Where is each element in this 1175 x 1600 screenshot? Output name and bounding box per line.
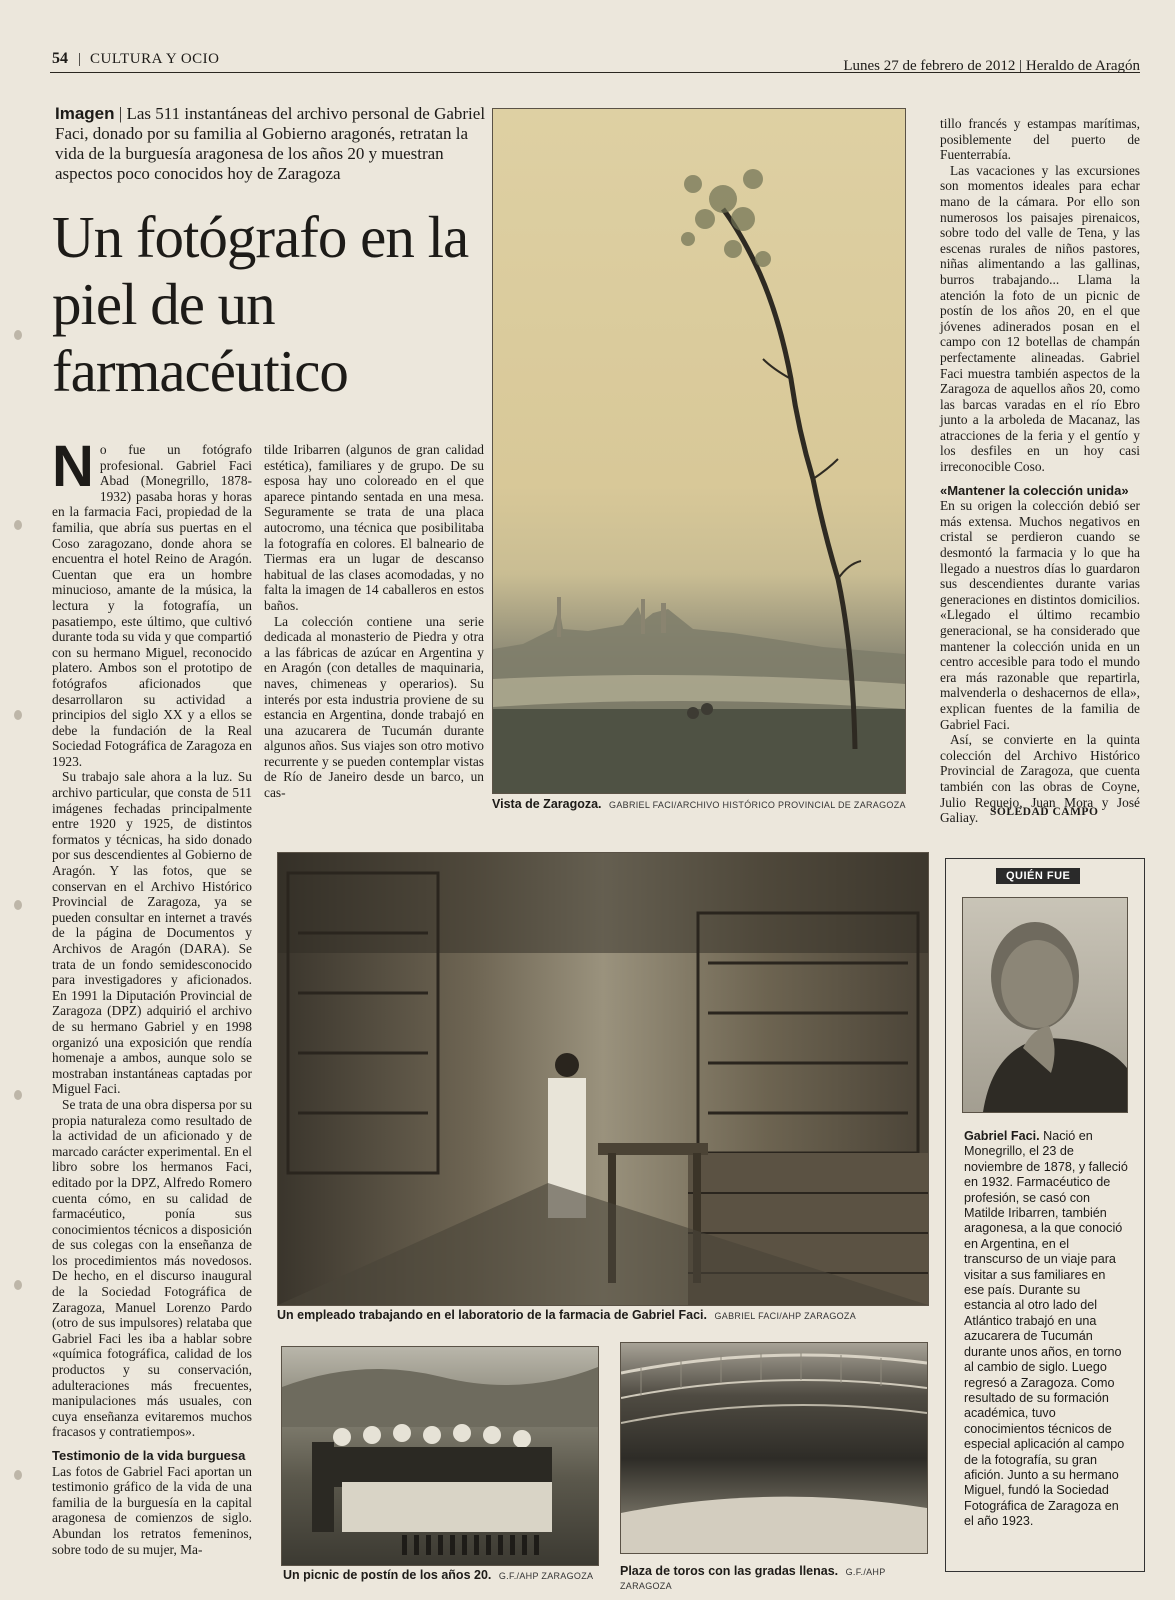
photo-plaza-toros [620, 1342, 928, 1554]
paragraph: La colección contiene una serie dedicada al monasterio de Piedra y otra a las fábricas de azúcar en Argentina y en Aragón (con detalles de maquinaria, naves, chimeneas y operarios). Su interés por esta industria proviene de su estancia en Argentina, donde trabajó en una azucarera de Tucumán durante algunos años. Sus viajes son otro motivo recurrente y se pueden contemplar vistas de Río de Janeiro desde un barco, un cas- [264, 613, 484, 801]
caption-text: Plaza de toros con las gradas llenas. [620, 1564, 839, 1578]
portrait-illustration [963, 898, 1127, 1112]
header-rule [50, 72, 1140, 73]
caption-picnic [283, 1568, 603, 1582]
photo-laboratorio [277, 852, 929, 1306]
headline: Un fotógrafo en la piel de un farmacéutico [52, 204, 469, 404]
paragraph: Su trabajo sale ahora a la luz. Su archivo particular, que consta de 511 imágenes fechadas principalmente entre 1920 y 1925, de distintos formatos y técnicas, ha sido donado por sus descendientes al Gobierno de Aragón. Y las fotos, que se conservan en el Archivo Histórico Provincial de Zaragoza, ya se pueden consultar en internet a través de la página de Documentos y Archivos de Aragón (DARA). Se trata de un fondo semidesconocido para investigadores y aficionados. En 1991 la Diputación Provincial de Zaragoza (DPZ) adquirió el archivo de su hermano Gabriel y en 1998 organizó una exposición que rendía homenaje a ambos, aunque solo se mostraban instantáneas captadas por Miguel Faci. [52, 769, 252, 1097]
date: Lunes 27 de febrero de 2012 [843, 58, 1016, 74]
photo-credit: GABRIEL FACI/ARCHIVO HISTÓRICO PROVINCIAL DE ZARAGOZA [609, 800, 906, 810]
sidebar-name: Gabriel Faci. [964, 1129, 1040, 1143]
caption-laboratorio [277, 1308, 937, 1322]
separator: | [118, 104, 127, 123]
sidebar-body: Nació en Monegrillo, el 23 de noviembre de 1878, y falleció en 1932. Farmacéutico de profesión, se casó con Matilde Iribarren, también aragonesa, a la que conoció en Argentina, en el transcurso de un viaje para visitar a sus familiares en ese país. Durante su estancia al otro lado del Atlántico trabajó en una azucarera de Tucumán durante unos años, en torno al cambio de siglo. Luego regresó a Zaragoza. Como resultado de su formación académica, tuvo conocimientos técnicos de especial aplicación al campo de la fotografía, su gran afición. Junto a su hermano Miguel, fundó la Sociedad Fotográfica de Zaragoza en el año 1923. [964, 1129, 1128, 1529]
subhead: Testimonio de la vida burguesa [52, 1448, 246, 1463]
sidebar-tag: QUIÉN FUE [996, 868, 1080, 884]
photo-vista-zaragoza [492, 108, 906, 794]
caption-vista [492, 797, 912, 811]
pharmacy-interior-illustration [278, 853, 928, 1305]
binder-hole [14, 1470, 22, 1480]
photo-credit: G.F./AHP ZARAGOZA [620, 1567, 886, 1591]
article-column-1 [52, 434, 253, 1557]
page-number: 54 [52, 50, 68, 67]
sidebar-quien-fue [945, 858, 1145, 1572]
kicker [55, 104, 495, 184]
paper-name: Heraldo de Aragón [1025, 58, 1140, 74]
section-name: CULTURA Y OCIO [90, 51, 220, 67]
kicker-label: Imagen [55, 104, 115, 123]
paragraph: Las vacaciones y las excursiones son momentos ideales para echar mano de la cámara. Por ello son numerosos los paisajes pirenaicos, sobre todo del valle de Tena, y las escenas rurales de niños pastores, niñas alimentando a las gallinas, burros trabajando... Llama la atención la foto de un picnic de postín de los años 20, en el que jóvenes adinerados posan en el campo con 12 botellas de champán perfectamente alineadas. Gabriel Faci muestra también aspectos de la Zaragoza de aquellos años 20, como las barcas varadas en el río Ebro junto a la arboleda de Macanaz, las atracciones de la feria y el gentío y los desfiles en un hoy casi irreconocible Coso. [940, 162, 1140, 475]
paragraph: Se trata de una obra dispersa por su propia naturaleza como resultado de la actividad de un aficionado y de marcado carácter experimental. En el libro sobre los hermanos Faci, editado por la DPZ, Alfredo Romero cuenta cómo, en su calidad de farmacéutico, ponía sus conocimientos técnicos a disposición de sus colegas con la enseñanza de los procedimientos más novedosos. De hecho, en el discurso inaugural de la Sociedad Fotográfica de Zaragoza, Manuel Lorenzo Pardo (otro de sus impulsores) relataba que Gabriel Faci les iba a hablar sobre «química fotográfica, calidad de los productos y su conservación, adulteraciones más frecuentes, manipulaciones más usuales, con cuya enseñanza evitaremos muchos fracasos y contratiempos». [52, 1096, 253, 1440]
subhead: «Mantener la colección unida» [940, 482, 1129, 498]
tree-and-city-illustration [493, 109, 905, 793]
sidebar-text [964, 1129, 1128, 1530]
caption-text: Un picnic de postín de los años 20. [283, 1568, 492, 1582]
caption-plaza-toros [620, 1564, 940, 1592]
binder-hole [14, 1280, 22, 1290]
caption-text: Vista de Zaragoza. [492, 797, 602, 811]
article-column-2 [264, 442, 484, 801]
binder-hole [14, 330, 22, 340]
article-column-3 [940, 116, 1140, 826]
caption-text: Un empleado trabajando en el laboratorio de la farmacia de Gabriel Faci. [277, 1308, 707, 1322]
paragraph: En su origen la colección debió ser más extensa. Muchos negativos en cristal se perdieron cuando se desmontó la farmacia y lo que ha llegado a nuestros días lo guardaron sus descendientes durante varias generaciones en distintos domicilios. «Llegado el último recambio generacional, se ha considerado que mantener la colección unida en un centro accesible para todo el mundo era más razonable que repartirla, malvenderla o deshacernos de ella», explican fuentes de la familia de Gabriel Faci. [940, 498, 1140, 732]
binder-hole [14, 900, 22, 910]
photo-credit: GABRIEL FACI/AHP ZARAGOZA [714, 1311, 857, 1321]
paragraph: Las fotos de Gabriel Faci aportan un testimonio gráfico de la vida de una familia de la burguesía en la capital aragonesa de comienzos de siglo. Abundan los retratos femeninos, sobre todo de su mujer, Ma- [52, 1463, 252, 1557]
paragraph: tilde Iribarren (algunos de gran calidad estética), familiares y de grupo. De su esposa hay uno coloreado en el que aparece pintando sentada en una mesa. Seguramente se trata de una placa autocromo, una técnica que posibilitaba la fotografía en colores. El balneario de Tiermas era un lugar de descanso habitual de las clases acomodadas, y no falta la imagen de 14 caballeros en estos baños. [264, 442, 484, 613]
separator: | [1019, 58, 1026, 74]
byline: SOLEDAD CAMPO [990, 806, 1099, 818]
dropcap: N [52, 434, 94, 499]
binder-hole [14, 710, 22, 720]
portrait-gabriel-faci [962, 897, 1128, 1113]
kicker-text: Las 511 instantáneas del archivo personal de Gabriel Faci, donado por su familia al Gobierno aragonés, retratan la vida de la burguesía aragonesa de los años 20 y muestran aspectos poco conocidos hoy de Zaragoza [55, 104, 486, 183]
bullring-illustration [621, 1343, 927, 1553]
group-picnic-illustration [282, 1347, 598, 1565]
paragraph: tillo francés y estampas marítimas, posiblemente del puerto de Fuenterrabía. [940, 116, 1140, 163]
photo-picnic [281, 1346, 599, 1566]
paragraph: Así, se convierte en la quinta colección del Archivo Histórico Provincial de Zaragoza, que cuenta también con las obras de Coyne, Julio Requejo, Juan Mora y José Galiay. [940, 732, 1140, 826]
photo-credit: G.F./AHP ZARAGOZA [498, 1571, 594, 1581]
binder-hole [14, 520, 22, 530]
binder-hole [14, 1090, 22, 1100]
separator: | [78, 51, 82, 67]
paragraph: o fue un fotógrafo profesional. Gabriel Faci Abad (Monegrillo, 1878-1932) pasaba horas y horas en la farmacia Faci, propiedad de la familia, que abría sus puertas en el Coso zaragozano, donde ahora se encuentra el hotel Reino de Aragón. Cuentan que era un hombre minucioso, amante de la música, la lectura y la fotografía, un pasatiempo, este último, que cultivó durante toda su vida y que compartió con su hermano Miguel, reconocido platero. Ambos son el prototipo de fotógrafos aficionados que desarrollaron su actividad a principios del siglo XX y a ellos se debe la fundación de la Real Sociedad Fotográfica de Zaragoza en 1923. [52, 442, 252, 769]
